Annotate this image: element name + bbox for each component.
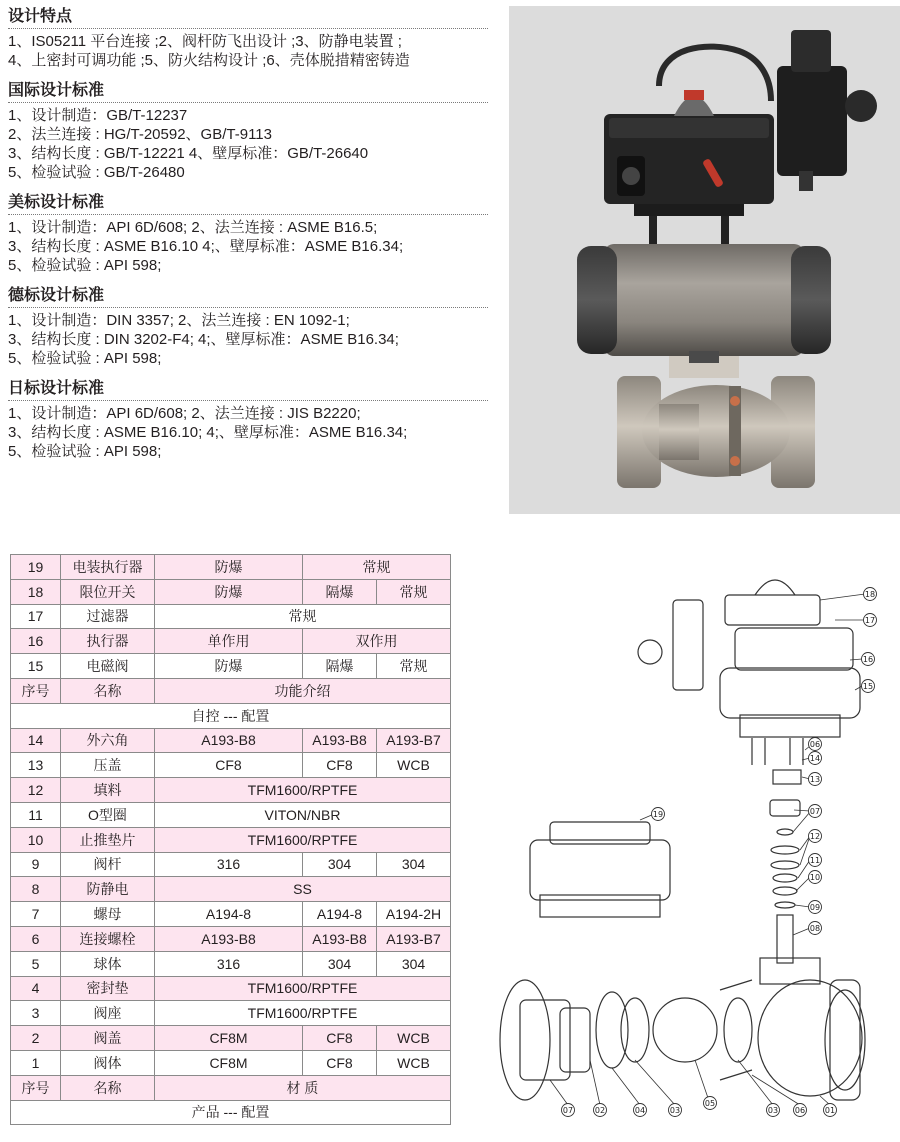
callout-label: 16 xyxy=(862,655,874,664)
table-row xyxy=(11,654,451,679)
callout-label: 06 xyxy=(809,740,821,749)
table-row xyxy=(11,976,451,1001)
table-cell: CF8 xyxy=(303,1050,377,1075)
table-cell: A194-2H xyxy=(377,902,451,927)
table-cell: 316 xyxy=(155,852,303,877)
section-line: 2、法兰连接 : HG/T-20592、GB/T-9113 xyxy=(8,126,272,143)
table-cell: 阀盖 xyxy=(61,1026,155,1051)
table-cell: CF8M xyxy=(155,1026,303,1051)
table-cell: 18 xyxy=(11,579,61,604)
table-row xyxy=(11,753,451,778)
section-line: 5、检验试验 : API 598; xyxy=(8,257,162,274)
callout-marker xyxy=(809,871,822,884)
table-cell: 304 xyxy=(377,852,451,877)
table-row xyxy=(11,678,451,703)
callout-label: 04 xyxy=(634,1106,646,1115)
table-cell: 材 质 xyxy=(155,1075,451,1100)
table-cell: 6 xyxy=(11,926,61,951)
table-cell: 3 xyxy=(11,1001,61,1026)
callout-marker xyxy=(862,680,875,693)
section-line: 5、检验试验 : API 598; xyxy=(8,443,162,460)
table-cell: 球体 xyxy=(61,951,155,976)
callout-label: 17 xyxy=(864,616,876,625)
callout-label: 18 xyxy=(864,590,876,599)
table-row xyxy=(11,555,451,580)
callout-marker xyxy=(864,614,877,627)
table-cell: 常规 xyxy=(377,579,451,604)
table-cell: 14 xyxy=(11,728,61,753)
table-cell: 7 xyxy=(11,902,61,927)
table-cell: 304 xyxy=(377,951,451,976)
standard-section xyxy=(8,6,488,70)
table-cell: 防爆 xyxy=(155,555,303,580)
table-cell: WCB xyxy=(377,753,451,778)
table-cell: 5 xyxy=(11,951,61,976)
table-cell: 密封垫 xyxy=(61,976,155,1001)
table-cell: CF8M xyxy=(155,1050,303,1075)
table-cell: 止推垫片 xyxy=(61,827,155,852)
table-cell: A193-B8 xyxy=(155,926,303,951)
table-cell: 8 xyxy=(11,877,61,902)
callout-label: 01 xyxy=(824,1106,836,1115)
callout-marker xyxy=(809,752,822,765)
callout-marker xyxy=(809,830,822,843)
table-cell: TFM1600/RPTFE xyxy=(155,976,451,1001)
section-line: 5、检验试验 : GB/T-26480 xyxy=(8,164,185,181)
table-cell: A194-8 xyxy=(155,902,303,927)
table-row xyxy=(11,728,451,753)
standard-section xyxy=(8,285,488,368)
table-cell: A193-B8 xyxy=(303,926,377,951)
table-cell: CF8 xyxy=(303,1026,377,1051)
table-cell: A193-B8 xyxy=(303,728,377,753)
table-cell: 防爆 xyxy=(155,579,303,604)
table-row xyxy=(11,877,451,902)
table-cell: WCB xyxy=(377,1050,451,1075)
table-cell: A193-B8 xyxy=(155,728,303,753)
table-cell: 15 xyxy=(11,654,61,679)
section-line: 4、上密封可调功能 ;5、防火结构设计 ;6、壳体脱措精密铸造 xyxy=(8,52,410,69)
section-line: 5、检验试验 : API 598; xyxy=(8,350,162,367)
callout-marker xyxy=(809,738,822,751)
callout-label: 08 xyxy=(809,924,821,933)
table-cell: 执行器 xyxy=(61,629,155,654)
table-row xyxy=(11,926,451,951)
callout-marker xyxy=(864,588,877,601)
table-cell: A193-B7 xyxy=(377,728,451,753)
table-cell: TFM1600/RPTFE xyxy=(155,827,451,852)
section-line: 1、IS05211 平台连接 ;2、阀杆防飞出设计 ;3、防静电装置 ; xyxy=(8,33,402,50)
table-cell: 功能介绍 xyxy=(155,678,451,703)
section-line: 1、设计制造：GB/T-12237 xyxy=(8,107,188,124)
table-cell: 304 xyxy=(303,951,377,976)
callout-label: 11 xyxy=(809,856,821,865)
table-cell: 名称 xyxy=(61,1075,155,1100)
table-cell: 填料 xyxy=(61,778,155,803)
standard-section xyxy=(8,378,488,461)
callout-marker xyxy=(669,1104,682,1117)
table-cell: 17 xyxy=(11,604,61,629)
section-line: 3、结构长度 : ASME B16.10 4;、壁厚标准：ASME B16.34; xyxy=(8,238,404,255)
section-line: 3、结构长度 : GB/T-12221 4、壁厚标准：GB/T-26640 xyxy=(8,145,369,162)
table-cell: SS xyxy=(155,877,451,902)
section-line: 3、结构长度 : DIN 3202-F4; 4;、壁厚标准：ASME B16.34; xyxy=(8,331,399,348)
callout-label: 12 xyxy=(809,832,821,841)
table-cell: 双作用 xyxy=(303,629,451,654)
table-cell: 11 xyxy=(11,802,61,827)
table-cell: 1 xyxy=(11,1050,61,1075)
callout-marker xyxy=(562,1104,575,1117)
section-title: 德标设计标准 xyxy=(8,285,488,308)
table-cell: 外六角 xyxy=(61,728,155,753)
table-cell: 常规 xyxy=(303,555,451,580)
table-cell: 自控 --- 配置 xyxy=(11,703,451,728)
table-row xyxy=(11,802,451,827)
table-cell: 单作用 xyxy=(155,629,303,654)
table-cell: 序号 xyxy=(11,678,61,703)
table-row xyxy=(11,852,451,877)
table-cell: 19 xyxy=(11,555,61,580)
table-row xyxy=(11,604,451,629)
callout-marker xyxy=(809,805,822,818)
spec-table xyxy=(10,554,451,1125)
table-cell: 2 xyxy=(11,1026,61,1051)
callout-marker xyxy=(652,808,665,821)
table-row xyxy=(11,1001,451,1026)
callout-marker xyxy=(824,1104,837,1117)
table-row xyxy=(11,1026,451,1051)
table-cell: 防爆 xyxy=(155,654,303,679)
section-line: 1、设计制造：API 6D/608; 2、法兰连接 : JIS B2220; xyxy=(8,405,361,422)
table-cell: A193-B7 xyxy=(377,926,451,951)
section-line: 3、结构长度 : ASME B16.10; 4;、壁厚标准：ASME B16.34; xyxy=(8,424,408,441)
table-cell: 常规 xyxy=(377,654,451,679)
table-row xyxy=(11,629,451,654)
callout-marker xyxy=(809,922,822,935)
table-cell: 隔爆 xyxy=(303,579,377,604)
callout-label: 15 xyxy=(862,682,874,691)
callout-marker xyxy=(809,854,822,867)
callout-label: 02 xyxy=(594,1106,606,1115)
table-cell: 名称 xyxy=(61,678,155,703)
table-cell: 防静电 xyxy=(61,877,155,902)
table-cell: 13 xyxy=(11,753,61,778)
table-cell: 产品 --- 配置 xyxy=(11,1100,451,1125)
standards-block xyxy=(8,6,488,471)
table-row xyxy=(11,778,451,803)
callout-label: 13 xyxy=(809,775,821,784)
section-title: 日标设计标准 xyxy=(8,378,488,401)
callout-marker xyxy=(767,1104,780,1117)
table-cell: WCB xyxy=(377,1026,451,1051)
section-line: 1、设计制造：API 6D/608; 2、法兰连接 : ASME B16.5; xyxy=(8,219,378,236)
table-cell: 限位开关 xyxy=(61,579,155,604)
section-line: 1、设计制造：DIN 3357; 2、法兰连接 : EN 1092-1; xyxy=(8,312,350,329)
section-title: 设计特点 xyxy=(8,6,488,29)
callout-label: 07 xyxy=(562,1106,574,1115)
table-cell: 12 xyxy=(11,778,61,803)
table-cell: 常规 xyxy=(155,604,451,629)
callout-label: 19 xyxy=(652,810,664,819)
table-cell: 阀体 xyxy=(61,1050,155,1075)
table-cell: 304 xyxy=(303,852,377,877)
table-row xyxy=(11,703,451,728)
table-cell: 4 xyxy=(11,976,61,1001)
table-cell: CF8 xyxy=(303,753,377,778)
callout-marker xyxy=(809,901,822,914)
callout-label: 06 xyxy=(794,1106,806,1115)
section-title: 国际设计标准 xyxy=(8,80,488,103)
standard-section xyxy=(8,192,488,275)
table-cell: TFM1600/RPTFE xyxy=(155,1001,451,1026)
section-title: 美标设计标准 xyxy=(8,192,488,215)
callout-label: 03 xyxy=(669,1106,681,1115)
table-row xyxy=(11,951,451,976)
table-row xyxy=(11,1100,451,1125)
pneumatic-ball-valve-illustration xyxy=(509,6,900,514)
callout-marker xyxy=(862,653,875,666)
table-cell: 连接螺栓 xyxy=(61,926,155,951)
table-cell: 10 xyxy=(11,827,61,852)
table-cell: A194-8 xyxy=(303,902,377,927)
callout-label: 05 xyxy=(704,1099,716,1108)
callout-marker xyxy=(704,1097,717,1110)
table-cell: 电磁阀 xyxy=(61,654,155,679)
callout-label: 10 xyxy=(809,873,821,882)
product-photo xyxy=(509,6,900,514)
table-row xyxy=(11,1075,451,1100)
table-row xyxy=(11,827,451,852)
table-cell: O型圈 xyxy=(61,802,155,827)
callout-marker xyxy=(634,1104,647,1117)
table-cell: 阀座 xyxy=(61,1001,155,1026)
table-cell: 压盖 xyxy=(61,753,155,778)
table-row xyxy=(11,1050,451,1075)
callout-label: 14 xyxy=(809,754,821,763)
exploded-view-drawing xyxy=(490,560,900,1142)
table-cell: 电装执行器 xyxy=(61,555,155,580)
callout-marker xyxy=(809,773,822,786)
table-cell: 隔爆 xyxy=(303,654,377,679)
exploded-view-svg xyxy=(490,560,900,1142)
standard-section xyxy=(8,80,488,182)
table-cell: 9 xyxy=(11,852,61,877)
table-cell: 螺母 xyxy=(61,902,155,927)
table-cell: 阀杆 xyxy=(61,852,155,877)
callout-marker xyxy=(594,1104,607,1117)
table-cell: 过滤器 xyxy=(61,604,155,629)
callout-label: 03 xyxy=(767,1106,779,1115)
table-cell: CF8 xyxy=(155,753,303,778)
table-cell: 16 xyxy=(11,629,61,654)
callout-label: 09 xyxy=(809,903,821,912)
table-cell: 序号 xyxy=(11,1075,61,1100)
callout-marker xyxy=(794,1104,807,1117)
callout-label: 07 xyxy=(809,807,821,816)
table-row xyxy=(11,902,451,927)
table-cell: TFM1600/RPTFE xyxy=(155,778,451,803)
table-cell: VITON/NBR xyxy=(155,802,451,827)
table-row xyxy=(11,579,451,604)
table-cell: 316 xyxy=(155,951,303,976)
